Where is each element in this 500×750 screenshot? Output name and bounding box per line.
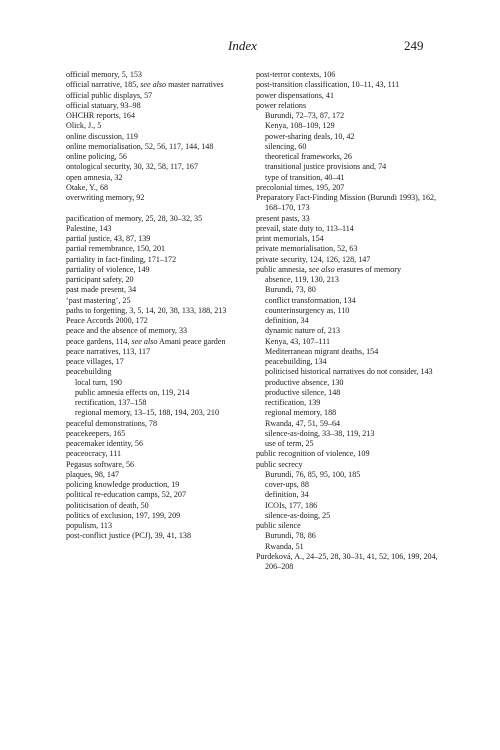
entry-text: peaceocracy, 111 bbox=[66, 449, 122, 459]
index-entry bbox=[256, 255, 446, 265]
index-entry bbox=[66, 173, 256, 183]
entry-text: official public displays, 57 bbox=[66, 90, 153, 100]
entry-text: post-transition classification, 10–11, 43, 111 bbox=[256, 80, 400, 90]
index-entry bbox=[66, 511, 256, 521]
index-entry bbox=[66, 347, 256, 357]
entry-text: ontological security, 30, 32, 58, 117, 167 bbox=[66, 162, 199, 172]
index-subentry bbox=[256, 439, 446, 449]
index-subentry bbox=[256, 296, 446, 306]
index-entry bbox=[256, 552, 446, 573]
entry-text: silencing, 60 bbox=[265, 141, 307, 151]
entry-text: public secrecy bbox=[256, 459, 303, 469]
entry-text: open amnesia, 32 bbox=[66, 172, 123, 182]
index-entry bbox=[66, 255, 256, 265]
index-entry bbox=[66, 162, 256, 172]
entry-text: participant safety, 20 bbox=[66, 275, 134, 284]
index-subentry bbox=[256, 470, 446, 480]
index-entry bbox=[256, 101, 446, 111]
entry-text: productive absence, 130 bbox=[265, 377, 344, 387]
entry-text: Burundi, 78, 86 bbox=[265, 531, 316, 541]
entry-text: Rwanda, 47, 51, 59–64 bbox=[265, 418, 341, 428]
entry-text: Palestine, 143 bbox=[66, 223, 112, 233]
index-entry bbox=[66, 265, 256, 275]
index-entry bbox=[256, 449, 446, 459]
entry-text: Burundi, 72–73, 87, 172 bbox=[265, 111, 345, 120]
entry-text: Mediterranean migrant deaths, 154 bbox=[265, 346, 379, 356]
entry-text: absence, 119, 130, 213 bbox=[265, 275, 339, 284]
running-title: Index bbox=[228, 38, 257, 53]
entry-text: local turn, 190 bbox=[75, 377, 122, 387]
index-entry bbox=[66, 234, 256, 244]
index-subentry bbox=[256, 152, 446, 162]
entry-text: OHCHR reports, 164 bbox=[66, 111, 136, 120]
entry-text: prevail, state duty to, 113–114 bbox=[256, 223, 354, 233]
index-entry bbox=[66, 460, 256, 470]
index-entry bbox=[256, 224, 446, 234]
index-entry bbox=[66, 470, 256, 480]
cross-reference-label: see also bbox=[140, 80, 167, 90]
index-subentry bbox=[256, 542, 446, 552]
entry-text: print memorials, 154 bbox=[256, 234, 324, 243]
index-entry bbox=[66, 80, 256, 90]
entry-text: post-terror contexts, 106 bbox=[256, 70, 336, 79]
entry-text: public amnesia effects on, 119, 214 bbox=[75, 387, 190, 397]
entry-text: online memorialisation, 52, 56, 117, 144, 148 bbox=[66, 141, 214, 151]
index-subentry bbox=[256, 357, 446, 367]
entry-text: transitional justice provisions and, 74 bbox=[265, 162, 387, 172]
index-entry bbox=[66, 326, 256, 336]
index-entry bbox=[66, 224, 256, 234]
entry-text: Kenya, 43, 107–111 bbox=[265, 336, 331, 346]
entry-text: use of term, 25 bbox=[265, 439, 314, 448]
index-entry bbox=[66, 419, 256, 429]
entry-text: politicised historical narratives do not consider, 143 bbox=[265, 367, 433, 377]
index-entry bbox=[66, 367, 256, 377]
entry-text: public recognition of violence, 109 bbox=[256, 449, 370, 459]
index-entry bbox=[256, 70, 446, 80]
entry-text: partiality of violence, 149 bbox=[66, 264, 150, 274]
index-subentry bbox=[256, 501, 446, 511]
entry-text: definition, 34 bbox=[265, 490, 309, 500]
index-subentry bbox=[256, 132, 446, 142]
index-entry bbox=[256, 265, 446, 275]
entry-text: plaques, 98, 147 bbox=[66, 469, 120, 479]
entry-text: counterinsurgency as, 110 bbox=[265, 305, 350, 315]
entry-text: power dispensations, 41 bbox=[256, 90, 335, 100]
entry-text: Burundi, 73, 80 bbox=[265, 285, 316, 295]
index-subentry bbox=[256, 490, 446, 500]
cross-reference-label: see also bbox=[131, 336, 158, 346]
index-entry bbox=[66, 142, 256, 152]
entry-text: peacemaker identity, 56 bbox=[66, 439, 144, 448]
index-entry bbox=[66, 439, 256, 449]
index-entry bbox=[66, 490, 256, 500]
index-subentry bbox=[256, 111, 446, 121]
index-subentry bbox=[256, 480, 446, 490]
index-subentry bbox=[66, 408, 256, 418]
entry-text: official memory, 5, 153 bbox=[66, 70, 142, 79]
index-entry bbox=[66, 296, 256, 306]
entry-text: private security, 124, 126, 128, 147 bbox=[256, 254, 371, 264]
index-subentry bbox=[256, 142, 446, 152]
index-entry bbox=[256, 214, 446, 224]
entry-text: overwriting memory, 92 bbox=[66, 193, 145, 202]
entry-text: peacebuilding bbox=[66, 367, 112, 377]
index-subentry bbox=[66, 378, 256, 388]
entry-text: partial remembrance, 150, 201 bbox=[66, 244, 166, 254]
index-subentry bbox=[256, 306, 446, 316]
index-column-left bbox=[66, 70, 256, 542]
entry-text: peace and the absence of memory, 33 bbox=[66, 326, 188, 336]
entry-text: dynamic nature of, 213 bbox=[265, 326, 341, 336]
index-entry bbox=[66, 91, 256, 101]
index-entry bbox=[256, 80, 446, 90]
index-entry bbox=[66, 214, 256, 224]
entry-text: Peace Accords 2000, 172 bbox=[66, 316, 148, 325]
entry-text: past made present, 34 bbox=[66, 285, 137, 295]
index-subentry bbox=[256, 367, 446, 377]
index-subentry bbox=[66, 388, 256, 398]
entry-text: conflict transformation, 134 bbox=[265, 295, 356, 305]
index-entry bbox=[66, 449, 256, 459]
entry-text: peace villages, 17 bbox=[66, 357, 124, 366]
index-entry bbox=[66, 306, 256, 316]
index-subentry bbox=[256, 398, 446, 408]
index-entry bbox=[66, 285, 256, 295]
entry-text: Preparatory Fact-Finding Mission (Burundi 1993), 162, 168–170, 173 bbox=[256, 193, 437, 213]
index-subentry bbox=[256, 121, 446, 131]
entry-text: online discussion, 119 bbox=[66, 131, 138, 141]
index-entry bbox=[66, 183, 256, 193]
entry-text: Pegasus software, 56 bbox=[66, 459, 135, 469]
index-entry bbox=[256, 91, 446, 101]
index-entry bbox=[66, 429, 256, 439]
index-entry bbox=[256, 183, 446, 193]
entry-text: present pasts, 33 bbox=[256, 213, 310, 223]
index-entry bbox=[66, 501, 256, 511]
index-entry bbox=[256, 234, 446, 244]
index-entry bbox=[66, 70, 256, 80]
entry-text: Amani peace garden bbox=[157, 336, 226, 346]
entry-text: rectification, 137–158 bbox=[75, 398, 147, 407]
index-subentry bbox=[256, 326, 446, 336]
entry-text: policing knowledge production, 19 bbox=[66, 480, 180, 489]
index-entry bbox=[256, 244, 446, 254]
index-entry bbox=[66, 275, 256, 285]
entry-text: peace narratives, 113, 117 bbox=[66, 346, 151, 356]
index-column-right bbox=[256, 70, 446, 572]
index-subentry bbox=[256, 285, 446, 295]
index-subentry bbox=[256, 173, 446, 183]
entry-text: Kenya, 108–109, 129 bbox=[265, 121, 335, 131]
index-subentry bbox=[256, 531, 446, 541]
entry-text: populism, 113 bbox=[66, 521, 113, 530]
index-entry bbox=[256, 460, 446, 470]
index-subentry bbox=[256, 275, 446, 285]
entry-text: Olick, J., 5 bbox=[66, 121, 102, 131]
index-entry bbox=[66, 357, 256, 367]
entry-text: Otake, Y., 68 bbox=[66, 182, 109, 192]
entry-text: peace gardens, 114, bbox=[66, 336, 132, 346]
entry-text: silence-as-doing, 25 bbox=[265, 510, 331, 520]
entry-text: private memorialisation, 52, 63 bbox=[256, 244, 358, 254]
entry-text: Burundi, 76, 85, 95, 100, 185 bbox=[265, 469, 361, 479]
entry-text: partial justice, 43, 87, 139 bbox=[66, 234, 151, 243]
index-entry bbox=[66, 111, 256, 121]
index-subentry bbox=[256, 316, 446, 326]
entry-text: post-conflict justice (PCJ), 39, 41, 138 bbox=[66, 531, 191, 541]
entry-text: regional memory, 188 bbox=[265, 408, 337, 418]
index-entry bbox=[256, 193, 446, 214]
index-subentry bbox=[256, 511, 446, 521]
running-header bbox=[0, 38, 500, 58]
index-subentry bbox=[256, 337, 446, 347]
index-subentry bbox=[256, 347, 446, 357]
entry-text: politics of exclusion, 197, 199, 209 bbox=[66, 510, 181, 520]
section-spacer bbox=[66, 203, 256, 213]
index-subentry bbox=[256, 419, 446, 429]
entry-text: regional memory, 13–15, 188, 194, 203, 210 bbox=[75, 408, 220, 418]
index-entry bbox=[66, 531, 256, 541]
entry-text: online policing, 56 bbox=[66, 152, 127, 161]
entry-text: productive silence, 148 bbox=[265, 387, 341, 397]
index-entry bbox=[66, 152, 256, 162]
index-entry bbox=[66, 193, 256, 203]
entry-text: erasures of memory bbox=[334, 264, 401, 274]
entry-text: power-sharing deals, 10, 42 bbox=[265, 131, 355, 141]
entry-text: theoretical frameworks, 26 bbox=[265, 152, 352, 161]
entry-text: rectification, 139 bbox=[265, 398, 321, 407]
entry-text: official narrative, 185, bbox=[66, 80, 141, 90]
index-entry bbox=[66, 101, 256, 111]
index-subentry bbox=[256, 408, 446, 418]
entry-text: public silence bbox=[256, 521, 301, 530]
entry-text: Purdeková, A., 24–25, 28, 30–31, 41, 52, 106, 199, 204, 206–208 bbox=[256, 551, 438, 571]
entry-text: Rwanda, 51 bbox=[265, 541, 304, 551]
entry-text: partiality in fact-finding, 171–172 bbox=[66, 254, 177, 264]
entry-text: official statuary, 93–98 bbox=[66, 100, 141, 110]
index-subentry bbox=[256, 162, 446, 172]
cross-reference-label: see also bbox=[308, 264, 335, 274]
entry-text: pacification of memory, 25, 28, 30–32, 35 bbox=[66, 213, 203, 223]
entry-text: power relations bbox=[256, 100, 307, 110]
index-entry bbox=[66, 521, 256, 531]
index-entry bbox=[66, 121, 256, 131]
entry-text: peacebuilding, 134 bbox=[265, 357, 327, 366]
index-entry bbox=[66, 316, 256, 326]
entry-text: definition, 34 bbox=[265, 316, 309, 325]
entry-text: type of transition, 40–41 bbox=[265, 172, 345, 182]
entry-text: peaceful demonstrations, 78 bbox=[66, 418, 158, 428]
index-entry bbox=[256, 521, 446, 531]
index-subentry bbox=[66, 398, 256, 408]
entry-text: peacekeepers, 165 bbox=[66, 428, 126, 438]
entry-text: ICOIs, 177, 186 bbox=[265, 500, 318, 510]
entry-text: cover-ups, 88 bbox=[265, 480, 309, 489]
index-entry bbox=[66, 480, 256, 490]
index-subentry bbox=[256, 378, 446, 388]
entry-text: precolonial times, 195, 207 bbox=[256, 182, 345, 192]
entry-text: ‘past mastering’, 25 bbox=[66, 295, 131, 305]
entry-text: silence-as-doing, 33–38, 119, 213 bbox=[265, 428, 375, 438]
entry-text: master narratives bbox=[166, 80, 224, 90]
entry-text: public amnesia, bbox=[256, 264, 309, 274]
index-entry bbox=[66, 244, 256, 254]
entry-text: political re-education camps, 52, 207 bbox=[66, 490, 187, 500]
index-entry bbox=[66, 132, 256, 142]
entry-text: politicisation of death, 50 bbox=[66, 500, 149, 510]
index-subentry bbox=[256, 429, 446, 439]
page-number: 249 bbox=[404, 38, 424, 53]
entry-text: paths to forgetting, 3, 5, 14, 20, 38, 133, 188, 213 bbox=[66, 305, 227, 315]
index-entry bbox=[66, 337, 256, 347]
index-subentry bbox=[256, 388, 446, 398]
